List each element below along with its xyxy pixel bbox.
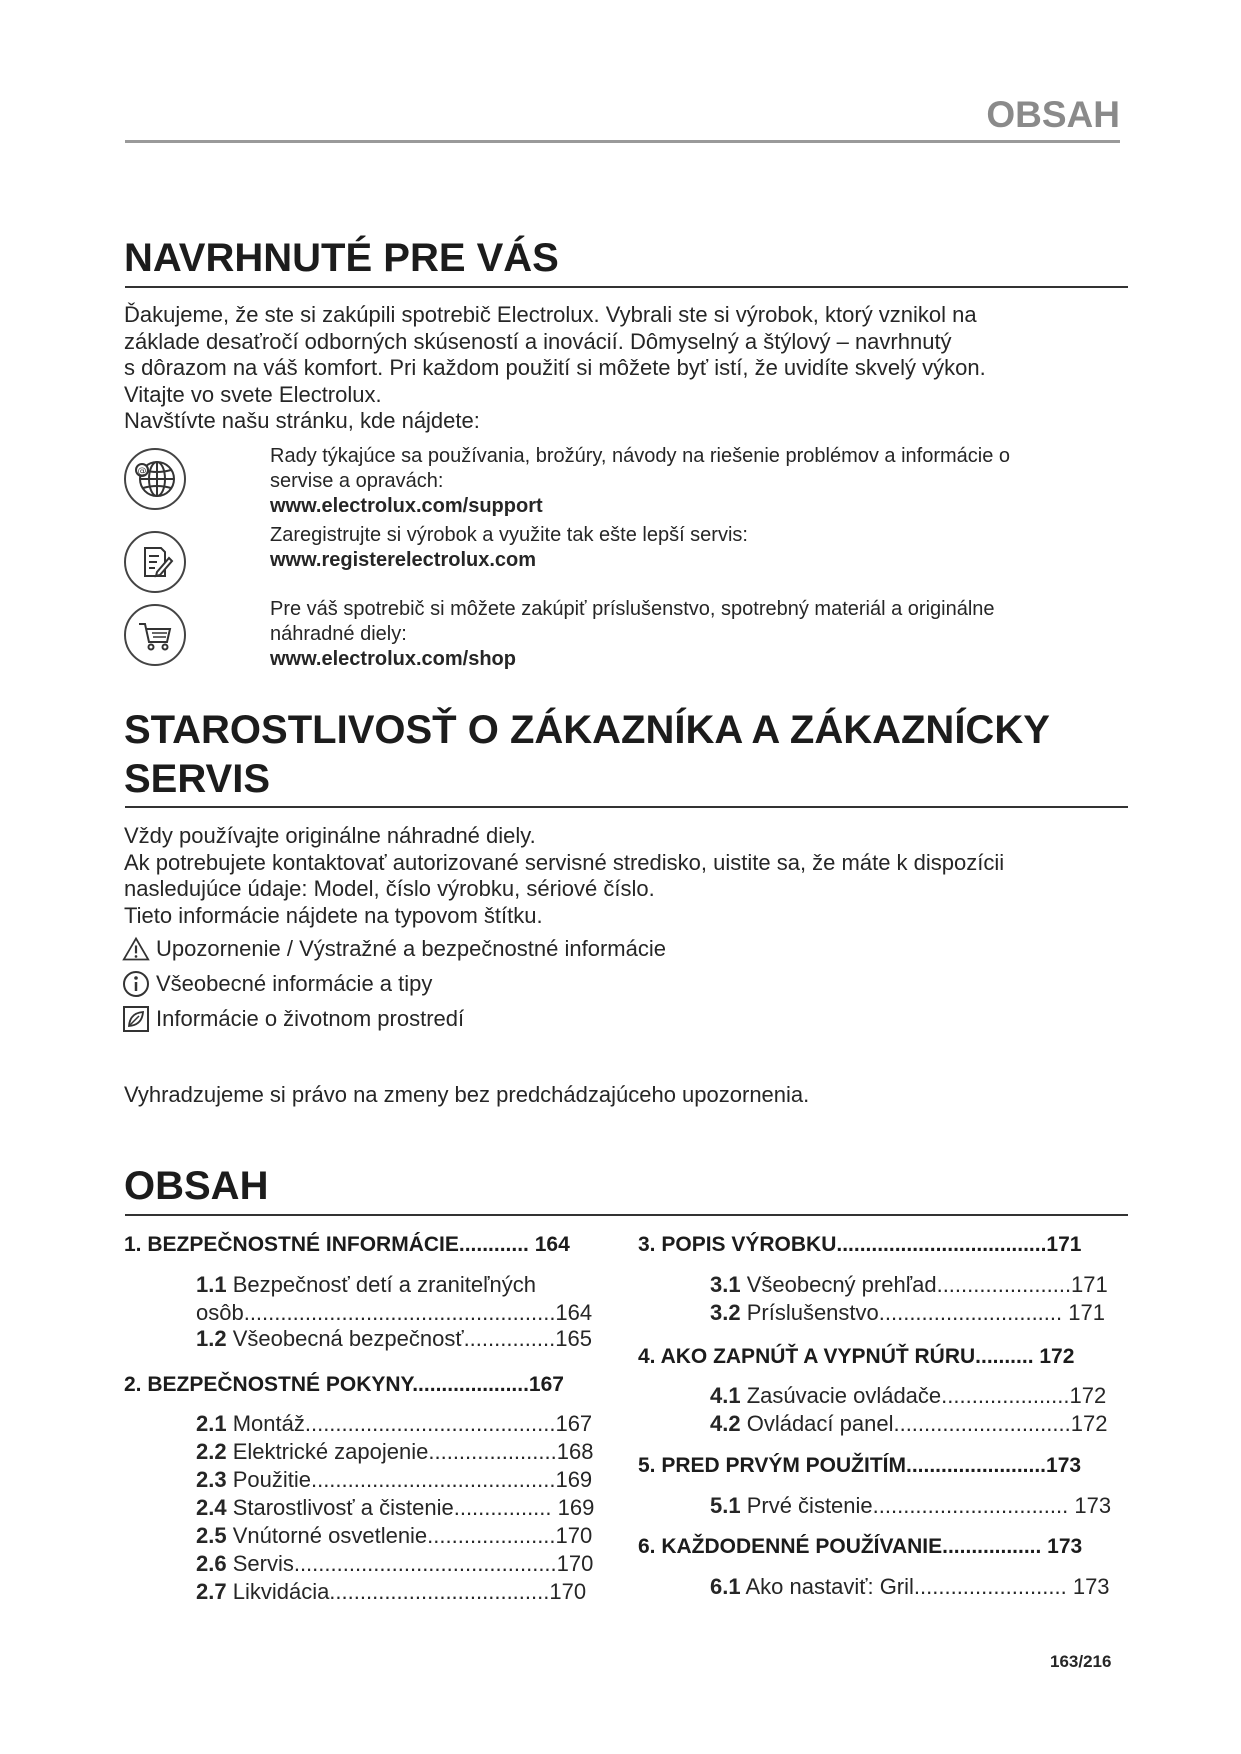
toc-num: 2.1 [196,1411,227,1436]
intro-line: Ďakujeme, že ste si zakúpili spotrebič Electrolux. Vybrali ste si výrobok, ktorý vznikol na [124,302,977,327]
legend-text: Upozornenie / Výstražné a bezpečnostné informácie [156,936,666,961]
toc-entry-4-2[interactable] [710,1410,1107,1438]
service-text: servise a opravách: [270,470,444,492]
toc-num: 2.5 [196,1523,227,1548]
intro-paragraph [124,302,986,435]
customer-care-paragraph [124,823,1004,929]
toc-entry-1-2[interactable] [196,1325,592,1353]
legend-environment [122,1005,464,1033]
care-line: nasledujúce údaje: Model, číslo výrobku, sériové číslo. [124,876,655,901]
service-text: náhradné diely: [270,623,407,645]
toc-text: Zasúvacie ovládače.....................172 [740,1383,1107,1408]
toc-text: Ako nastaviť: Gril......................... 173 [740,1574,1110,1599]
toc-text: Bezpečnosť detí a zraniteľných [226,1272,536,1297]
toc-num: 2.6 [196,1551,227,1576]
intro-line: základe desaťročí odborných skúseností a inovácií. Dômyselný a štýlový – navrhnutý [124,328,952,354]
legend-warning [122,935,666,963]
section-title-customer-care [124,706,1050,804]
toc-num: 3.2 [710,1300,741,1325]
toc-text: Ovládací panel.............................172 [740,1411,1108,1436]
cart-icon [124,604,186,666]
toc-num: 1.1 [196,1272,227,1297]
toc-text: Starostlivosť a čistenie................ 169 [226,1495,595,1520]
service-text: Pre váš spotrebič si môžete zakúpiť príslušenstvo, spotrebný materiál a originálne [270,598,995,620]
toc-text: Všeobecná bezpečnosť...............165 [226,1326,592,1351]
toc-text: Vnútorné osvetlenie.....................170 [226,1523,593,1548]
care-line: Tieto informácie nájdete na typovom štítku. [124,902,543,928]
toc-entry-5-1[interactable] [710,1492,1111,1520]
service-support [270,444,1010,519]
toc-text: Použitie........................................169 [226,1467,593,1492]
register-icon [124,531,186,593]
toc-entry-3-2[interactable] [710,1299,1105,1327]
toc-num: 2.7 [196,1579,227,1604]
title-line: SERVIS [124,757,270,801]
toc-text: Montáž.........................................167 [226,1411,593,1436]
page-number: 163/216 [1050,1652,1112,1671]
section-title-designed-for-you: NAVRHNUTÉ PRE VÁS [124,236,559,280]
toc-num: 5.1 [710,1493,741,1518]
service-text: Zaregistrujte si výrobok a využite tak ešte lepší servis: [270,524,748,546]
toc-title: OBSAH [124,1164,269,1208]
shop-link[interactable]: www.electrolux.com/shop [270,648,516,670]
service-shop [270,597,995,672]
title-line: STAROSTLIVOSŤ O ZÁKAZNÍKA A ZÁKAZNÍCKY [124,708,1050,752]
service-text: Rady týkajúce sa používania, brožúry, návody na riešenie problémov a informácie o [270,445,1011,467]
toc-text: Servis...........................................170 [226,1551,594,1576]
toc-num: 2.4 [196,1495,227,1520]
intro-line: Navštívte našu stránku, kde nájdete: [124,408,480,433]
globe-icon [124,448,186,510]
disclaimer: Vyhradzujeme si právo na zmeny bez predchádzajúceho upozornenia. [124,1082,810,1107]
toc-num: 4.2 [710,1411,741,1436]
toc-num: 4.1 [710,1383,741,1408]
toc-entry-4-1[interactable] [710,1382,1106,1410]
intro-line: Vitajte vo svete Electrolux. [124,381,382,407]
section-rule [125,286,1128,288]
toc-entry-3-1[interactable] [710,1271,1108,1299]
legend-text: Všeobecné informácie a tipy [156,971,433,996]
info-icon [122,970,150,998]
toc-entry-4[interactable]: 4. AKO ZAPNÚŤ A VYPNÚŤ RÚRU.......... 172 [638,1345,1075,1368]
toc-entry-2[interactable]: 2. BEZPEČNOSTNÉ POKYNY....................167 [124,1373,564,1396]
svg-text:@: @ [137,466,147,477]
service-register [270,523,748,573]
toc-entry-2-4[interactable] [196,1494,594,1522]
toc-num: 1.2 [196,1326,227,1351]
toc-text: Prvé čistenie................................ 173 [740,1493,1112,1518]
toc-entry-6[interactable]: 6. KAŽDODENNÉ POUŽÍVANIE................. 173 [638,1535,1083,1558]
running-header: OBSAH [986,94,1120,135]
toc-entry-1[interactable]: 1. BEZPEČNOSTNÉ INFORMÁCIE............ 164 [124,1233,570,1256]
section-rule [125,1214,1128,1216]
toc-num: 2.2 [196,1439,227,1464]
section-rule [125,806,1128,808]
toc-entry-2-7[interactable] [196,1578,586,1606]
toc-entry-5[interactable]: 5. PRED PRVÝM POUŽITÍM........................173 [638,1454,1082,1477]
legend-text: Informácie o životnom prostredí [156,1006,465,1031]
leaf-icon [122,1005,150,1033]
header-rule [125,140,1120,143]
toc-num: 2.3 [196,1467,227,1492]
toc-entry-1-1[interactable] [196,1271,592,1327]
toc-entry-3[interactable]: 3. POPIS VÝROBKU....................................171 [638,1233,1082,1256]
toc-text: Príslušenstvo.............................. 171 [740,1300,1105,1325]
toc-text: Všeobecný prehľad......................171 [740,1272,1108,1297]
care-line: Vždy používajte originálne náhradné diely. [124,823,536,848]
toc-entry-2-2[interactable] [196,1438,593,1466]
toc-text: Elektrické zapojenie.....................168 [226,1439,594,1464]
toc-entry-2-6[interactable] [196,1550,593,1578]
register-link[interactable]: www.registerelectrolux.com [270,549,537,571]
toc-num: 6.1 [710,1574,741,1599]
warning-icon [122,935,150,963]
legend-info [122,970,432,998]
toc-entry-2-1[interactable] [196,1410,592,1438]
toc-text: Likvidácia....................................170 [226,1579,587,1604]
toc-entry-6-1[interactable] [710,1573,1110,1601]
care-line: Ak potrebujete kontaktovať autorizované servisné stredisko, uistite sa, že máte k dispozícii [124,849,1005,875]
toc-text: osôb...................................................164 [196,1300,593,1325]
toc-num: 3.1 [710,1272,741,1297]
support-link[interactable]: www.electrolux.com/support [270,495,543,517]
toc-entry-2-3[interactable] [196,1466,592,1494]
intro-line: s dôrazom na váš komfort. Pri každom použití si môžete byť istí, že uvidíte skvelý výkon. [124,355,986,380]
toc-entry-2-5[interactable] [196,1522,592,1550]
